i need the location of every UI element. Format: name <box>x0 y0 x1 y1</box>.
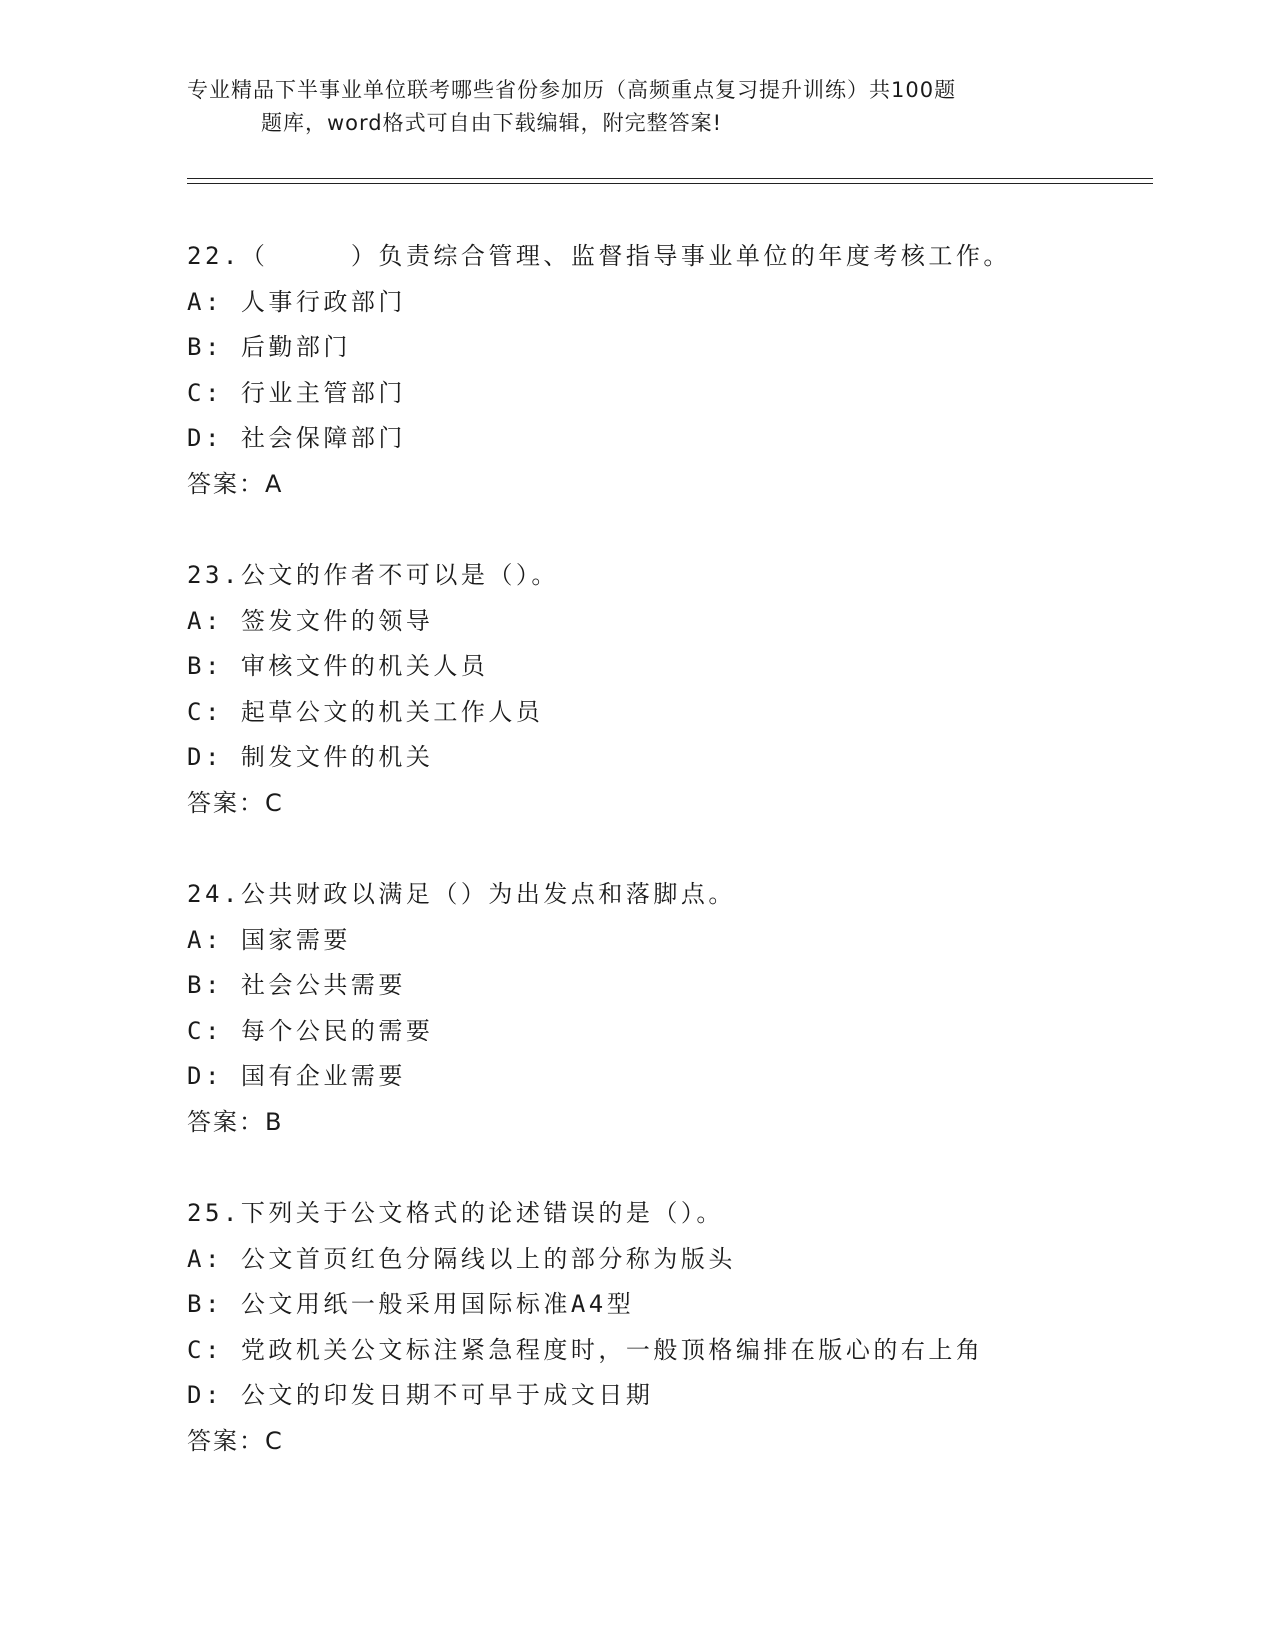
question-stem: 25.下列关于公文格式的论述错误的是（）。 <box>187 1199 724 1227</box>
option-d: D: 制发文件的机关 <box>187 743 434 771</box>
question-stem: 23.公文的作者不可以是（）。 <box>187 561 559 589</box>
option-c: C: 起草公文的机关工作人员 <box>187 697 544 726</box>
document-header <box>187 74 1087 140</box>
option-b: B: 审核文件的机关人员 <box>187 652 489 680</box>
answer-text: 答案：C <box>187 788 284 817</box>
option-c: C: 每个公民的需要 <box>187 1016 434 1045</box>
header-title-line2: 题库，word格式可自由下载编辑，附完整答案! <box>261 111 723 135</box>
question-25 <box>187 1191 1187 1464</box>
option-d: D: 社会保障部门 <box>187 424 406 452</box>
question-24 <box>187 872 1187 1145</box>
question-stem: 22.（ ）负责综合管理、监督指导事业单位的年度考核工作。 <box>187 242 1011 270</box>
header-divider-top <box>187 178 1153 179</box>
answer-text: 答案：B <box>187 1107 284 1136</box>
answer-text: 答案：A <box>187 469 284 498</box>
option-d: D: 国有企业需要 <box>187 1062 406 1090</box>
option-b: B: 后勤部门 <box>187 333 351 361</box>
question-23 <box>187 553 1187 826</box>
option-a: A: 签发文件的领导 <box>187 606 434 635</box>
question-stem: 24.公共财政以满足（）为出发点和落脚点。 <box>187 880 736 908</box>
header-divider-bottom <box>187 183 1153 184</box>
question-22 <box>187 234 1187 507</box>
header-title-line1: 专业精品下半事业单位联考哪些省份参加历（高频重点复习提升训练）共100题 <box>187 78 957 102</box>
option-a: A: 国家需要 <box>187 925 351 954</box>
option-c: C: 党政机关公文标注紧急程度时，一般顶格编排在版心的右上角 <box>187 1335 984 1364</box>
option-b: B: 公文用纸一般采用国际标准A4型 <box>187 1290 635 1318</box>
option-b: B: 社会公共需要 <box>187 971 406 999</box>
option-a: A: 公文首页红色分隔线以上的部分称为版头 <box>187 1244 736 1273</box>
option-c: C: 行业主管部门 <box>187 378 406 407</box>
option-a: A: 人事行政部门 <box>187 287 406 316</box>
answer-text: 答案：C <box>187 1426 284 1455</box>
option-d: D: 公文的印发日期不可早于成文日期 <box>187 1381 654 1409</box>
